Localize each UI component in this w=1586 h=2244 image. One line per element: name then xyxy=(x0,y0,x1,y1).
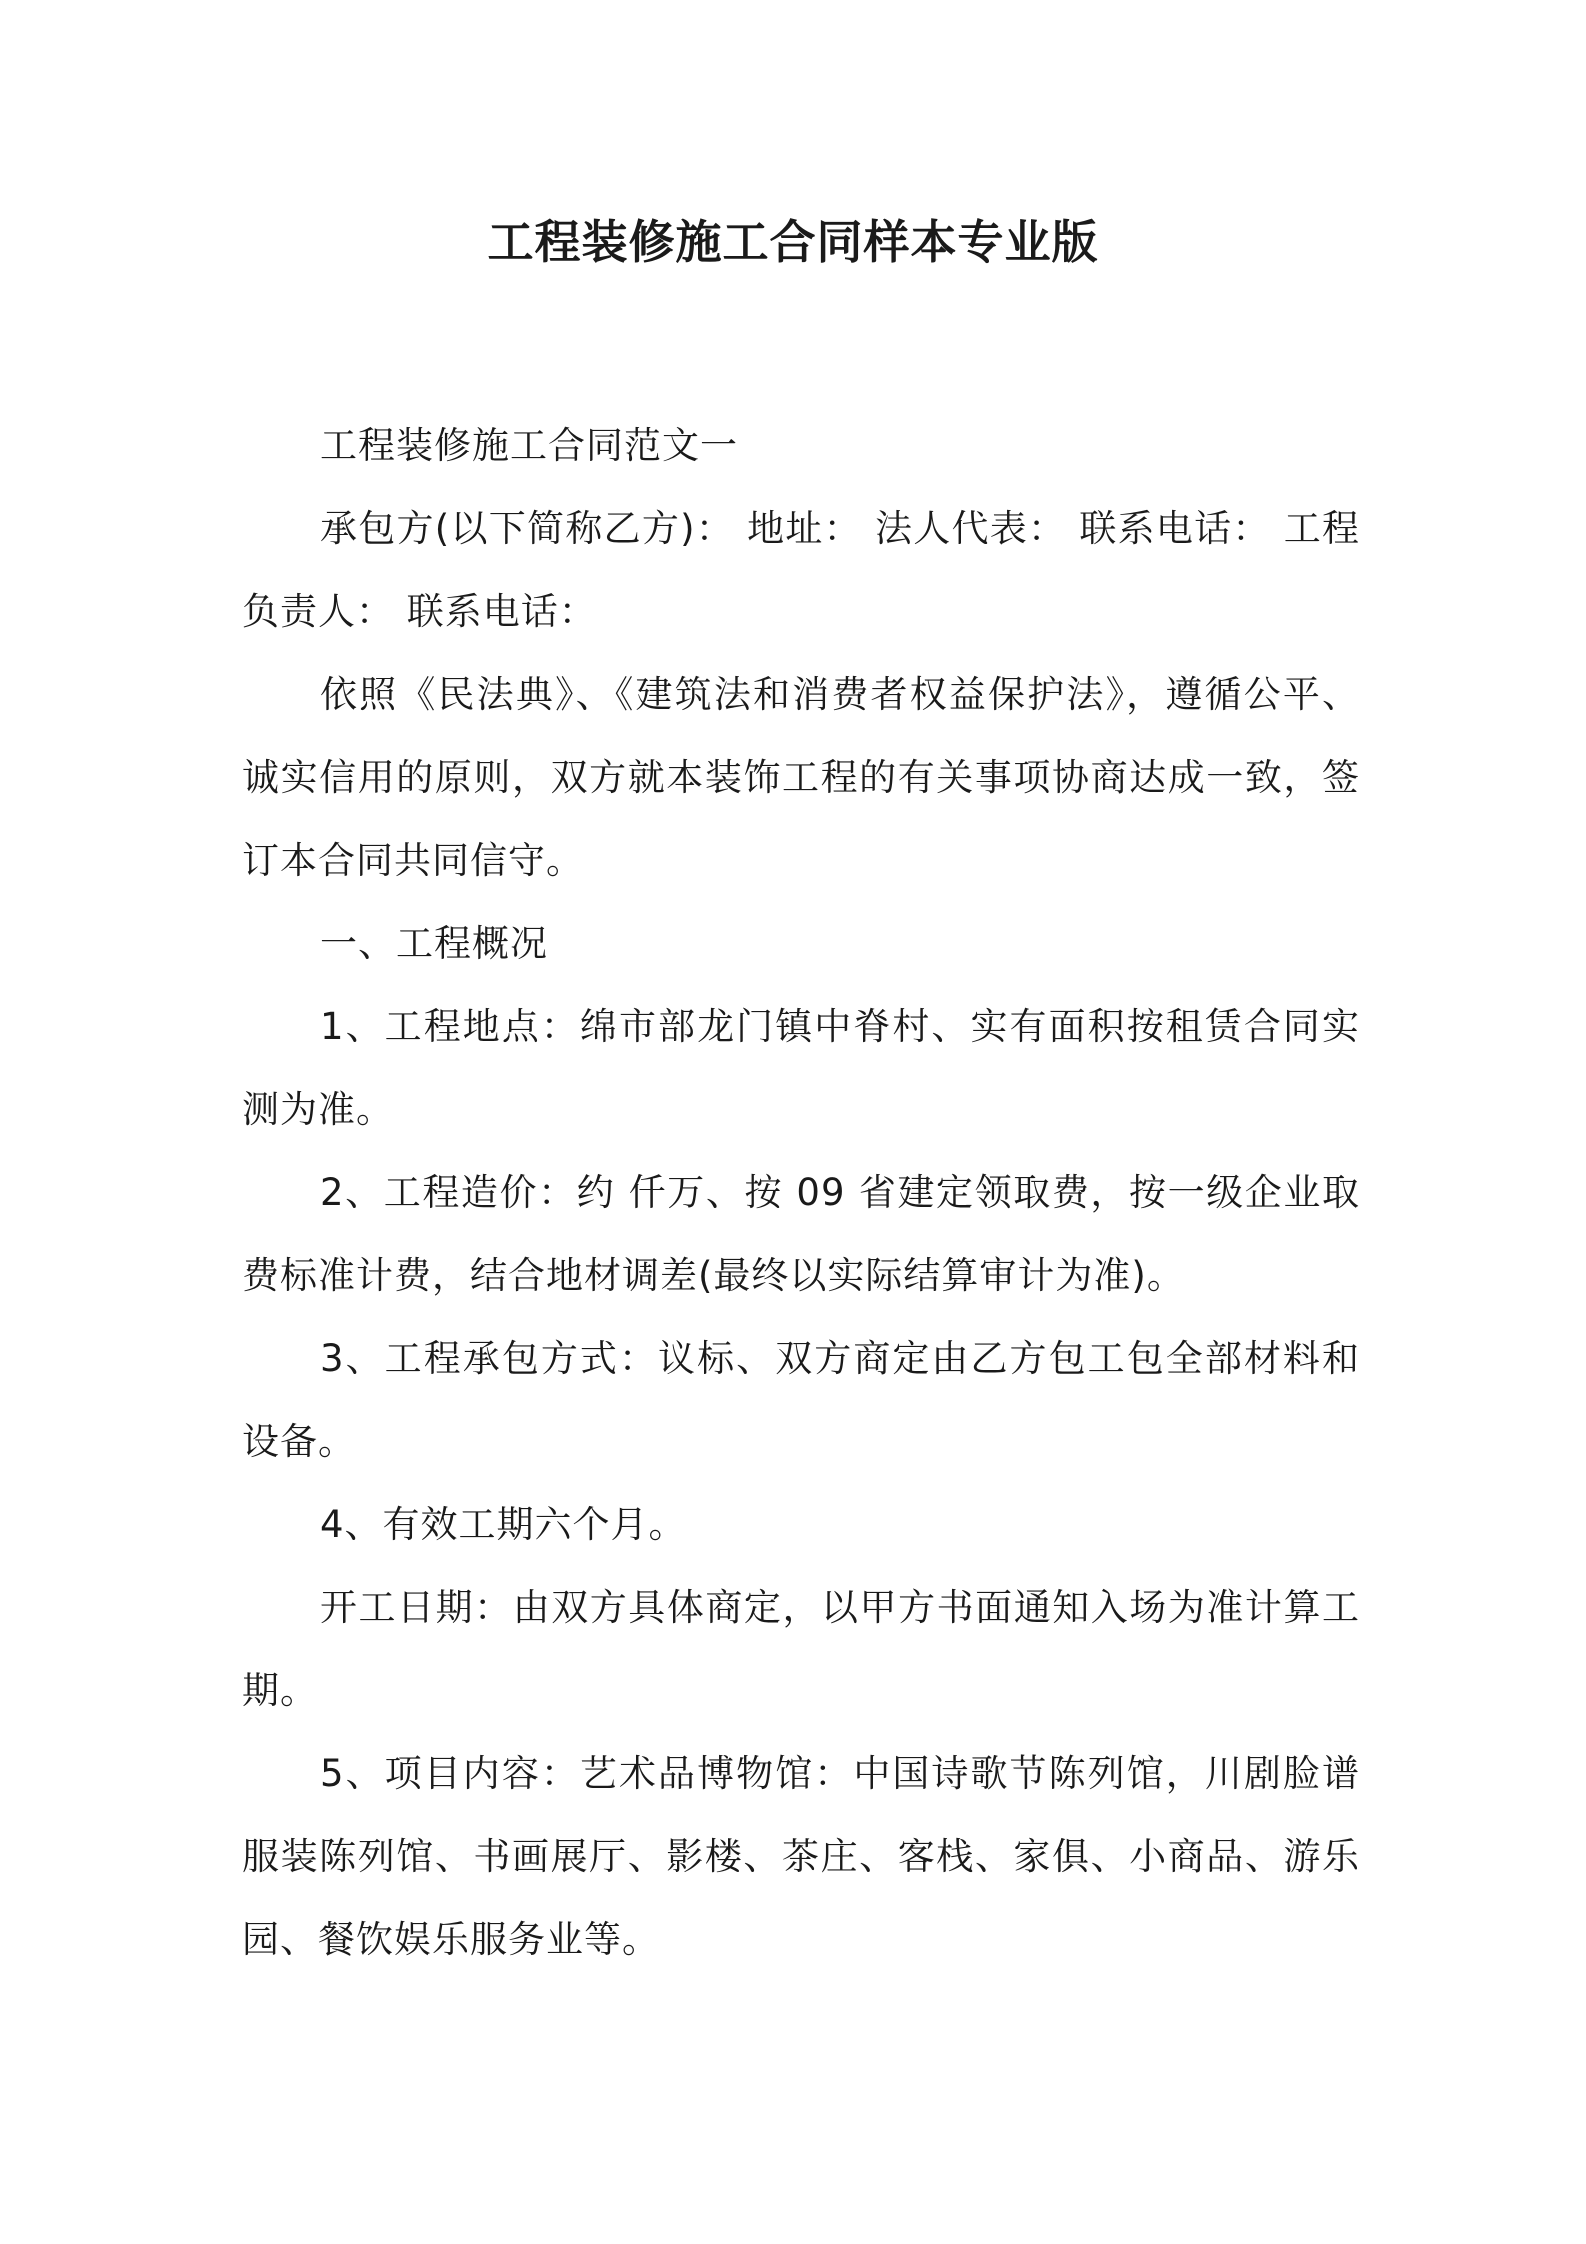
paragraph-contract-method: 3、工程承包方式：议标、双方商定由乙方包工包全部材料和设备。 xyxy=(242,1337,1360,1463)
section-heading-overview: 一、工程概况 xyxy=(320,922,548,965)
paragraph-start-date: 开工日期：由双方具体商定，以甲方书面通知入场为准计算工期。 xyxy=(242,1586,1360,1712)
paragraph-heading: 工程装修施工合同范文一 xyxy=(320,424,738,467)
paragraph-location: 1、工程地点：绵市部龙门镇中脊村、实有面积按租赁合同实测为准。 xyxy=(242,1005,1360,1131)
document-title: 工程装修施工合同样本专业版 xyxy=(487,215,1099,269)
paragraph-contractor-info: 承包方(以下简称乙方)： 地址： 法人代表： 联系电话： 工程负责人： 联系电话： xyxy=(242,507,1360,633)
paragraph-duration: 4、有效工期六个月。 xyxy=(320,1503,687,1546)
paragraph-legal-basis: 依照《民法典》、《建筑法和消费者权益保护法》，遵循公平、诚实信用的原则，双方就本装饰工程的有关事项协商达成一致，签订本合同共同信守。 xyxy=(242,673,1360,882)
paragraph-cost: 2、工程造价：约 仟万、按 09 省建定领取费，按一级企业取费标准计费，结合地材调差(最终以实际结算审计为准)。 xyxy=(242,1171,1360,1297)
paragraph-project-content: 5、项目内容：艺术品博物馆：中国诗歌节陈列馆，川剧脸谱服装陈列馆、书画展厅、影楼、茶庄、客栈、家俱、小商品、游乐园、餐饮娱乐服务业等。 xyxy=(242,1752,1360,1961)
document-body xyxy=(242,404,1360,1981)
